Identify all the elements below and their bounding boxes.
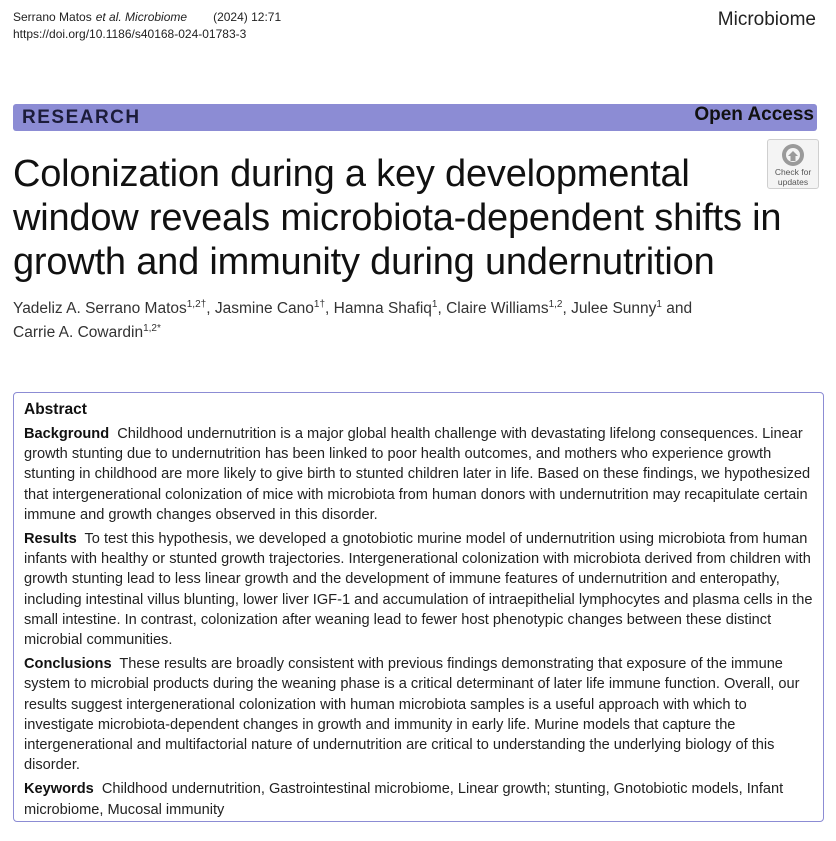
citation-journal: et al. Microbiome: [95, 10, 188, 24]
author[interactable]: Carrie A. Cowardin$^{1,2*}$: [13, 322, 161, 341]
author[interactable]: Claire Williams$^{1,2}$: [446, 298, 563, 317]
check-updates-label-1: Check for: [774, 167, 812, 177]
author[interactable]: Julee Sunny$^1$: [571, 298, 662, 317]
conclusions-text: These results are broadly consistent with previous findings demonstrating that exposure of the immune system to microbial products during the weaning phase is a critical determinant of later life immune function. Overall, our results suggest intergenerational colonization with human microbiota samples is a useful approach with which to investigate microbiota-dependent changes in growth and immunity in early life. Murine models that capture the intergenerational and multifactorial nature of undernutrition are critical to understanding the underlying biology of this disorder.: [24, 656, 800, 774]
author[interactable]: Hamna Shafiq$^1$: [333, 298, 438, 317]
background-label: Background: [24, 426, 110, 442]
results-label: Results: [24, 531, 77, 548]
citation-authors: Serrano Matos: [13, 10, 92, 24]
section-label: RESEARCH: [22, 107, 141, 128]
journal-name: Microbiome: [717, 9, 816, 30]
author[interactable]: Yadeliz A. Serrano Matos$^{1,2\dagger}$: [13, 298, 207, 317]
author-list: Yadeliz A. Serrano Matos$^{1,2\dagger}$, Jasmine Cano$^{1\dagger}$, Hamna Shafiq$^1$, Claire Williams$^{1,2}$, Julee Sunny$^1$ and Carrie A. Cowardin$^{1,2*}$: [13, 298, 693, 341]
open-access-label: Open Access: [694, 104, 814, 125]
abstract-conclusions: [24, 654, 813, 775]
doi-link[interactable]: https://doi.org/10.1186/s40168-024-01783-3: [13, 27, 247, 41]
abstract-background: [24, 424, 813, 525]
abstract-heading: Abstract: [24, 401, 87, 418]
abstract-box: [13, 392, 824, 822]
background-text: Childhood undernutrition is a major global health challenge with devastating lifelong consequences. Linear growth stunting due to undernutrition has been linked to poor health outcomes, and mothers who experience growth stunting in childhood are more likely to give birth to stunted children later in life. Based on these findings, we hypothesized that intergenerational colonization of mice with microbiota from human donors with undernutrition may recapitulate certain immune and growth changes observed in this disorder.: [24, 426, 811, 523]
abstract-results: [24, 529, 813, 650]
abstract-keywords: [24, 779, 813, 819]
article-title: Colonization during a key developmental window reveals microbiota-dependent shifts in growth and immunity during undernutrition: [13, 153, 782, 283]
keywords-label: Keywords: [24, 781, 94, 798]
keywords-text: Childhood undernutrition, Gastrointestinal microbiome, Linear growth; stunting, Gnotobiotic models, Infant microbiome, Mucosal immunity: [24, 781, 784, 818]
results-text: To test this hypothesis, we developed a gnotobiotic murine model of undernutrition using microbiota from human infants with healthy or stunted growth trajectories. Intergenerational colonization with microbiota derived from children with growth stunting lead to less linear growth and the development of immune features of undernutrition and enteropathy, including intestinal villus blunting, lower liver IGF-1 and accumulation of intraepithelial lymphocytes and plasma cells in the small intestine. In contrast, colonization after weaning lead to fewer host phenotypic changes between these distinct microbial communities.: [24, 531, 813, 649]
conclusions-label: Conclusions: [24, 656, 112, 673]
author[interactable]: Jasmine Cano$^{1\dagger}$: [214, 298, 326, 317]
check-updates-label-2: updates: [777, 177, 809, 187]
citation-year-volume: (2024) 12:71: [213, 10, 282, 24]
citation-header: [13, 9, 285, 43]
citation-line: [13, 9, 285, 26]
